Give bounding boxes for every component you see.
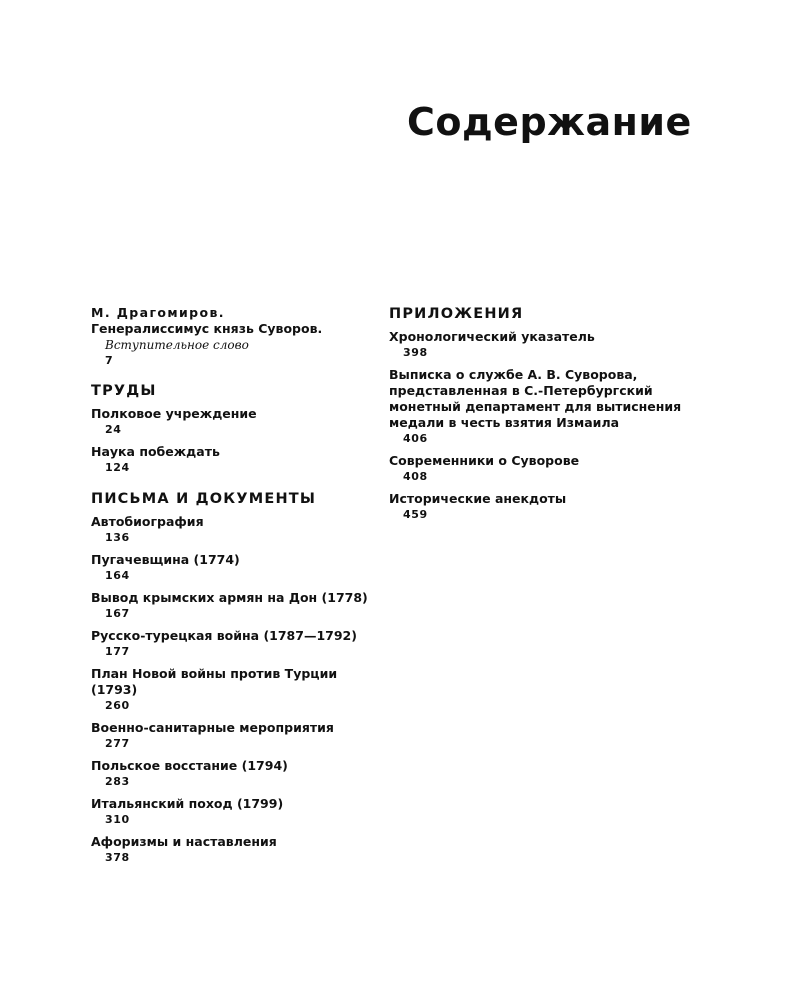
intro-book-title: Генералиссимус князь Суворов. <box>91 321 323 336</box>
intro-page-number: 7 <box>105 354 114 367</box>
toc-entry-title-line: медали в честь взятия Измаила <box>389 415 620 430</box>
toc-entry-title-line: представленная в С.-Петербургский <box>389 383 653 398</box>
toc-entry <box>389 453 689 484</box>
toc-entry <box>91 590 381 621</box>
toc-entry <box>389 329 689 360</box>
toc-entry-page: 378 <box>105 851 130 864</box>
toc-entry-title: Современники о Суворове <box>389 453 580 468</box>
toc-entry-page: 283 <box>105 775 130 788</box>
toc-entry <box>91 720 381 751</box>
toc-entry-page: 459 <box>403 508 428 521</box>
toc-entry-page: 310 <box>105 813 130 826</box>
toc-entry-title: Автобиография <box>91 514 204 529</box>
toc-entry <box>389 491 689 522</box>
toc-entry <box>389 367 689 446</box>
toc-entry-page: 406 <box>403 432 428 445</box>
section-heading-letters: ПИСЬМА И ДОКУМЕНТЫ <box>91 491 317 507</box>
toc-entry <box>91 628 381 659</box>
toc-entry-title: Исторические анекдоты <box>389 491 567 506</box>
toc-entry-title-line: Выписка о службе А. В. Суворова, <box>389 367 638 382</box>
intro-author: М. Драгомиров. <box>91 305 225 320</box>
toc-entry-title: План Новой войны против Турции (1793) <box>91 666 338 697</box>
intro-subtitle: Вступительное слово <box>105 338 249 352</box>
toc-entry-page: 124 <box>105 461 130 474</box>
toc-entry-page: 136 <box>105 531 130 544</box>
toc-intro-entry <box>91 305 381 368</box>
toc-right-column <box>389 305 689 529</box>
toc-entry <box>91 666 381 713</box>
toc-entry <box>91 552 381 583</box>
toc-entry-page: 277 <box>105 737 130 750</box>
toc-entry-title: Афоризмы и наставления <box>91 834 277 849</box>
page-title: Содержание <box>407 100 692 144</box>
section-heading-works: ТРУДЫ <box>91 383 157 399</box>
toc-entry-title: Русско-турецкая война (1787—1792) <box>91 628 357 643</box>
toc-entry-title: Хронологический указатель <box>389 329 595 344</box>
toc-entry <box>91 758 381 789</box>
toc-left-column <box>91 305 381 872</box>
toc-entry-title: Военно-санитарные мероприятия <box>91 720 334 735</box>
toc-entry-title: Вывод крымских армян на Дон (1778) <box>91 590 368 605</box>
toc-entry-title: Наука побеждать <box>91 444 220 459</box>
toc-entry-page: 167 <box>105 607 130 620</box>
toc-entry-page: 398 <box>403 346 428 359</box>
toc-entry <box>91 834 381 865</box>
toc-entry-title: Пугачевщина (1774) <box>91 552 240 567</box>
section-heading-appendices: ПРИЛОЖЕНИЯ <box>389 306 524 322</box>
toc-entry <box>91 796 381 827</box>
toc-entry-title: Итальянский поход (1799) <box>91 796 284 811</box>
toc-entry <box>91 514 381 545</box>
toc-entry-title: Польское восстание (1794) <box>91 758 288 773</box>
toc-entry <box>91 406 381 437</box>
toc-entry-page: 408 <box>403 470 428 483</box>
toc-entry <box>91 444 381 475</box>
toc-entry-page: 177 <box>105 645 130 658</box>
toc-entry-title-line: монетный департамент для вытиснения <box>389 399 682 414</box>
toc-entry-page: 164 <box>105 569 130 582</box>
toc-entry-title: Полковое учреждение <box>91 406 257 421</box>
toc-entry-page: 260 <box>105 699 130 712</box>
toc-entry-page: 24 <box>105 423 122 436</box>
